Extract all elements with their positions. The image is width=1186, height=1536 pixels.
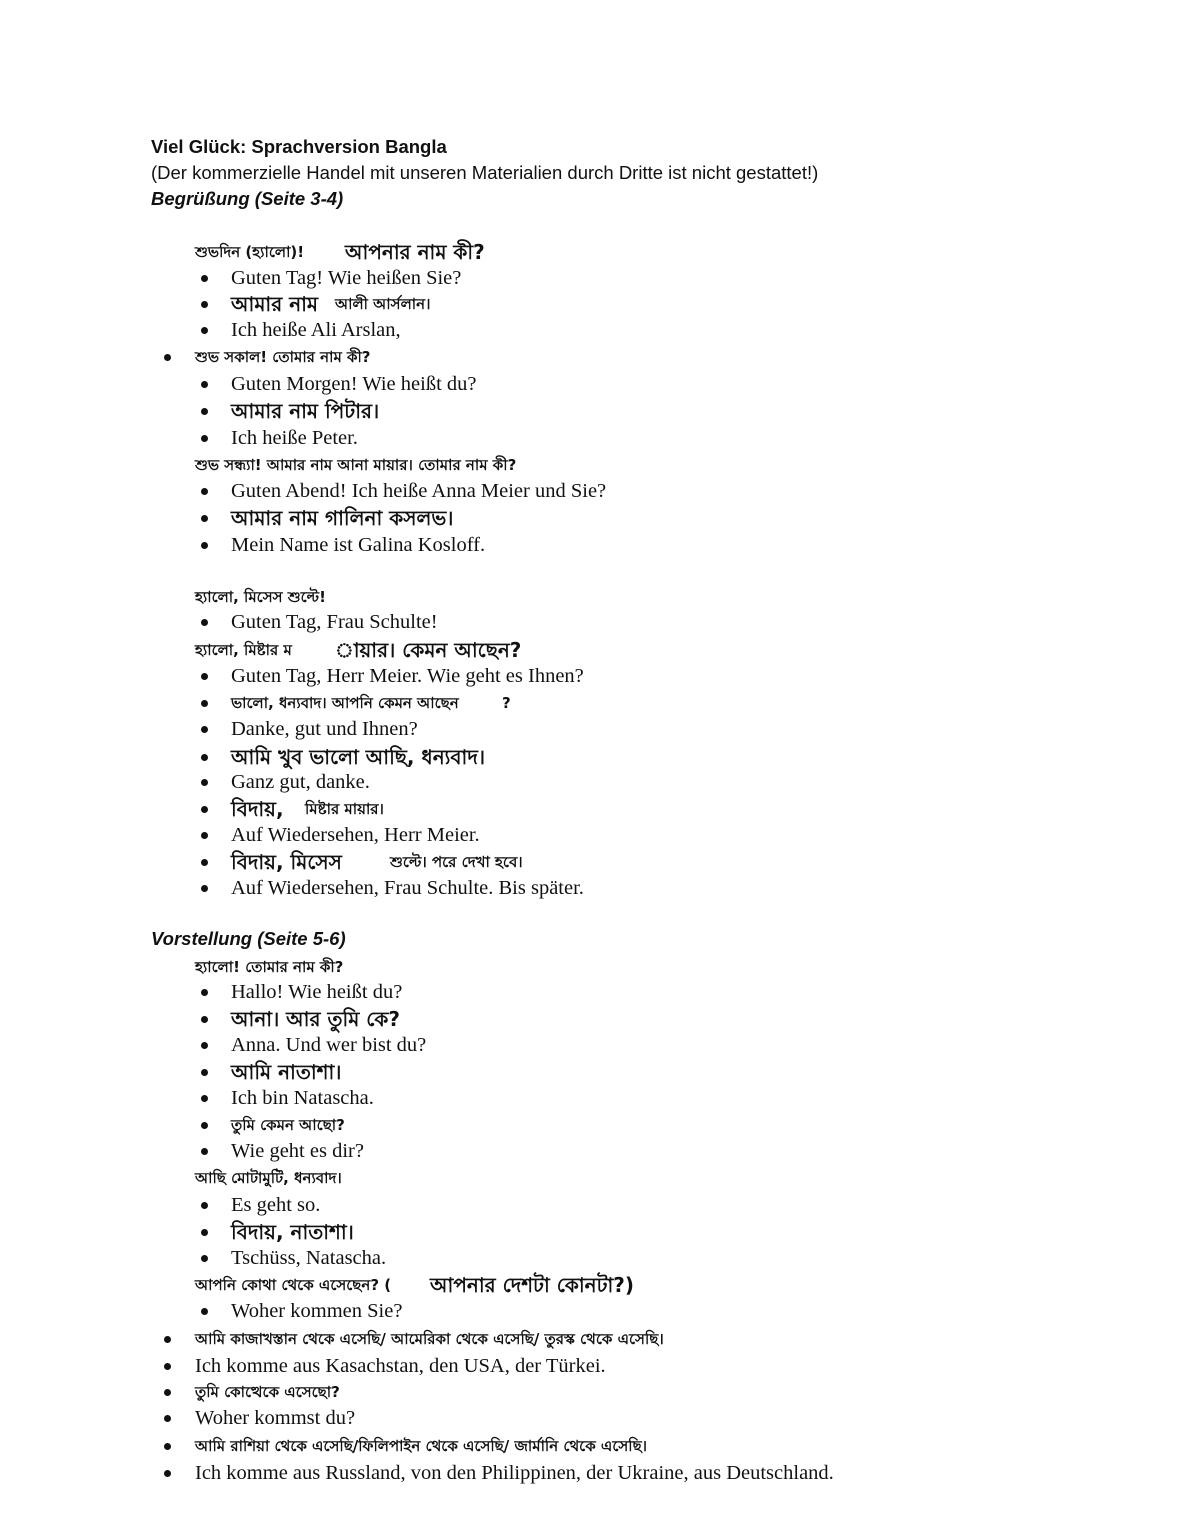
bullet-icon xyxy=(201,885,208,892)
bullet-icon xyxy=(164,1443,171,1450)
bullet-icon xyxy=(201,1148,208,1155)
bullet-icon xyxy=(201,1095,208,1102)
bullet-icon xyxy=(201,542,208,549)
german-line: Ganz gut, danke. xyxy=(231,771,370,793)
bengali-line: আমি নাতাশা। xyxy=(231,1060,342,1084)
bullet-icon xyxy=(164,1470,171,1477)
bengali-line: শুভ সন্ধ্যা! আমার নাম আনা মায়ার। তোমার নাম কী? xyxy=(195,456,517,474)
bullet-icon xyxy=(164,1389,171,1396)
bullet-icon xyxy=(201,832,208,839)
german-line: Guten Tag, Frau Schulte! xyxy=(231,611,438,633)
german-line: Woher kommen Sie? xyxy=(231,1300,403,1322)
bullet-icon xyxy=(201,1042,208,1049)
section-heading: Vorstellung (Seite 5-6) xyxy=(151,928,346,949)
bengali-line: আমার নাম xyxy=(231,292,319,316)
bullet-icon xyxy=(164,1415,171,1422)
bengali-line: হ্যালো, মিষ্টার ম xyxy=(195,641,292,659)
bengali-line: আছি মোটামুটি, ধন্যবাদ। xyxy=(195,1169,342,1187)
bengali-line: আমি কাজাখস্তান থেকে এসেছি/ আমেরিকা থেকে এসেছি/ তুরস্ক থেকে এসেছি। xyxy=(195,1330,664,1348)
bengali-line: হ্যালো, মিসেস শুল্টে! xyxy=(195,588,326,606)
german-line: Guten Tag! Wie heißen Sie? xyxy=(231,267,462,289)
bullet-icon xyxy=(201,1229,208,1236)
bullet-icon xyxy=(201,1308,208,1315)
bengali-line: আপনি কোথা থেকে এসেছেন? ( xyxy=(195,1276,392,1294)
bengali-line: শুভ সকাল! তোমার নাম কী? xyxy=(195,348,371,366)
bullet-icon xyxy=(201,515,208,522)
bullet-icon xyxy=(201,488,208,495)
bullet-icon xyxy=(201,1122,208,1129)
german-line: Tschüss, Natascha. xyxy=(231,1247,387,1269)
bengali-line: হ্যালো! তোমার নাম কী? xyxy=(195,958,344,976)
bengali-line: বিদায়, নাতাশা। xyxy=(231,1220,354,1244)
bengali-line: বিদায়, xyxy=(231,797,284,821)
bullet-icon xyxy=(201,754,208,761)
german-line: Woher kommst du? xyxy=(195,1407,356,1429)
german-line: Anna. Und wer bist du? xyxy=(231,1034,427,1056)
german-line: Wie geht es dir? xyxy=(231,1140,364,1162)
bengali-line: শুভদিন (হ্যালো)! xyxy=(195,243,305,261)
bengali-line: তুমি কোত্থেকে এসেছো? xyxy=(195,1383,340,1401)
bengali-line: আমার নাম পিটার। xyxy=(231,399,380,423)
bengali-line-extra: ায়ার। কেমন আছেন? xyxy=(335,638,522,662)
bullet-icon xyxy=(201,301,208,308)
bengali-line: আমি রাশিয়া থেকে এসেছি/ফিলিপাইন থেকে এসেছি/ জার্মানি থেকে এসেছি। xyxy=(195,1437,648,1455)
bullet-icon xyxy=(201,859,208,866)
german-line: Mein Name ist Galina Kosloff. xyxy=(231,534,486,556)
bullet-icon xyxy=(201,619,208,626)
german-line: Guten Abend! Ich heiße Anna Meier und Sie? xyxy=(231,480,607,502)
bengali-line-extra: শুল্টে। পরে দেখা হবে। xyxy=(390,853,523,871)
german-line: Auf Wiedersehen, Frau Schulte. Bis später. xyxy=(231,877,584,899)
bullet-icon xyxy=(201,989,208,996)
section-heading: Begrüßung (Seite 3-4) xyxy=(151,188,344,209)
german-line: Guten Morgen! Wie heißt du? xyxy=(231,373,477,395)
bullet-icon xyxy=(201,1202,208,1209)
bengali-line: আমার নাম গালিনা কসলভ। xyxy=(231,506,454,530)
bullet-icon xyxy=(201,1016,208,1023)
bengali-line-extra: ? xyxy=(502,694,511,712)
bullet-icon xyxy=(201,275,208,282)
bengali-line-extra: মিষ্টার মায়ার। xyxy=(305,800,384,818)
bullet-icon xyxy=(201,673,208,680)
german-line: Ich komme aus Russland, von den Philippinen, der Ukraine, aus Deutschland. xyxy=(195,1462,834,1484)
german-line: Auf Wiedersehen, Herr Meier. xyxy=(231,824,480,846)
document-title: Viel Glück: Sprachversion Bangla xyxy=(151,136,447,157)
bullet-icon xyxy=(201,779,208,786)
bengali-line: আমি খুব ভালো আছি, ধন্যবাদ। xyxy=(231,745,486,769)
bullet-icon xyxy=(201,1069,208,1076)
bengali-line-extra: আলী আর্সলান। xyxy=(335,295,431,313)
bullet-icon xyxy=(201,700,208,707)
bullet-icon xyxy=(201,381,208,388)
bullet-icon xyxy=(201,327,208,334)
bullet-icon xyxy=(201,806,208,813)
bullet-icon xyxy=(164,1336,171,1343)
german-line: Ich bin Natascha. xyxy=(231,1087,374,1109)
bullet-icon xyxy=(201,435,208,442)
german-line: Guten Tag, Herr Meier. Wie geht es Ihnen? xyxy=(231,665,584,687)
bullet-icon xyxy=(201,408,208,415)
bengali-line: তুমি কেমন আছো? xyxy=(231,1116,345,1134)
bengali-line-extra: আপনার দেশটা কোনটা?) xyxy=(430,1273,635,1297)
bengali-line: আনা। আর তুমি কে? xyxy=(231,1007,400,1031)
german-line: Hallo! Wie heißt du? xyxy=(231,981,403,1003)
bullet-icon xyxy=(201,1255,208,1262)
german-line: Ich heiße Peter. xyxy=(231,427,358,449)
bullet-icon xyxy=(164,1363,171,1370)
bullet-icon xyxy=(201,726,208,733)
german-line: Danke, gut und Ihnen? xyxy=(231,718,418,740)
german-line: Ich komme aus Kasachstan, den USA, der Türkei. xyxy=(195,1355,606,1377)
german-line: Es geht so. xyxy=(231,1194,321,1216)
copyright-notice: (Der kommerzielle Handel mit unseren Materialien durch Dritte ist nicht gestattet!) xyxy=(151,162,819,183)
bullet-icon xyxy=(164,354,171,361)
bengali-line-extra: আপনার নাম কী? xyxy=(345,240,485,264)
bengali-line: বিদায়, মিসেস xyxy=(231,850,342,874)
german-line: Ich heiße Ali Arslan, xyxy=(231,319,401,341)
bengali-line: ভালো, ধন্যবাদ। আপনি কেমন আছেন xyxy=(231,694,459,712)
